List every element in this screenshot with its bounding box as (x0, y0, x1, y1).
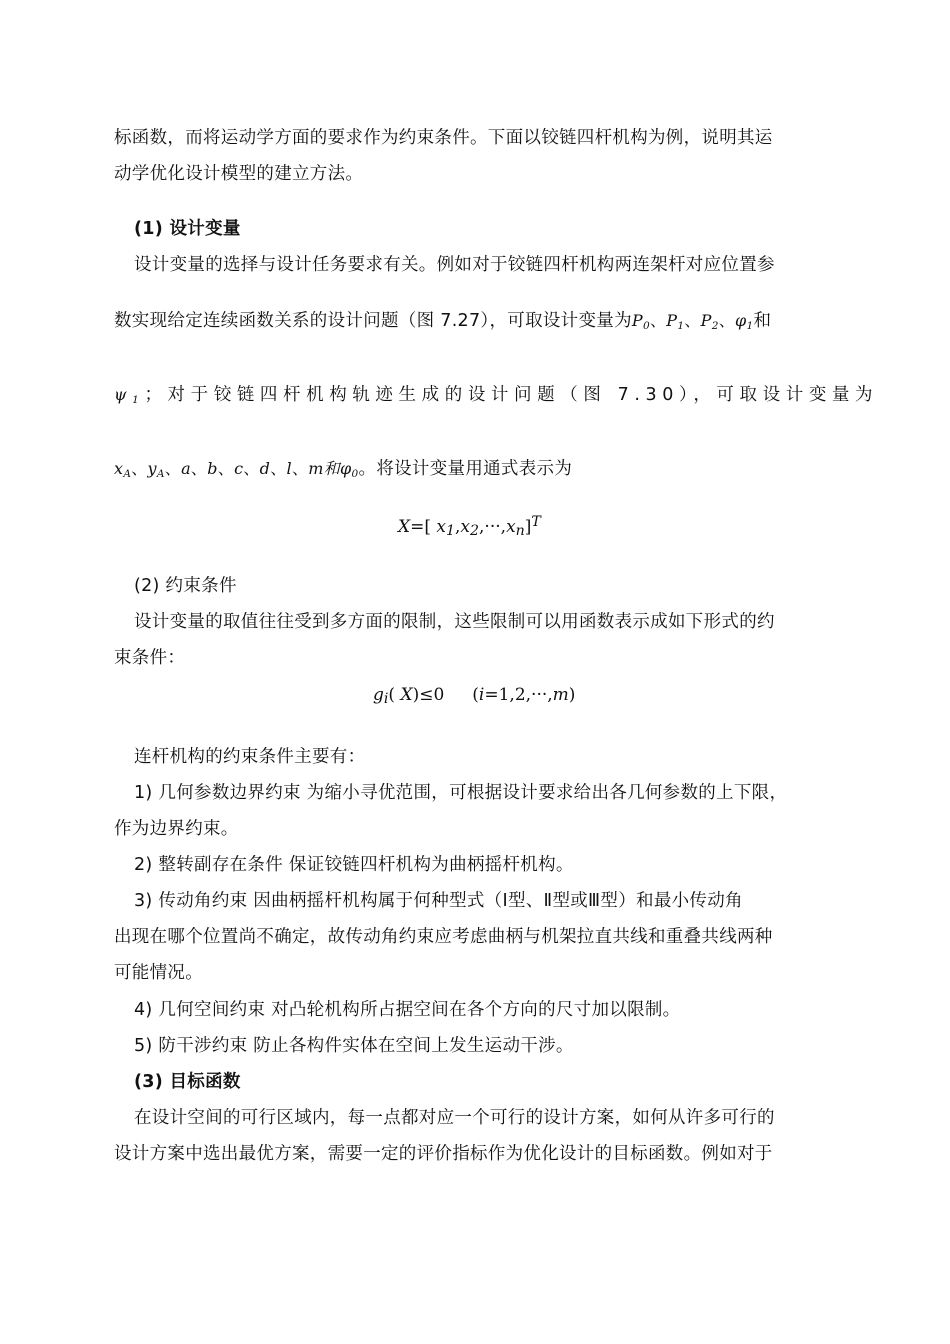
text-line: 设计变量的取值往往受到多方面的限制，这些限制可以用函数表示成如下形式的约 (134, 612, 775, 632)
list-item: 1) 几何参数边界约束 为缩小寻优范围，可根据设计要求给出各几何参数的上下限， (134, 783, 788, 803)
list-item: 3) 传动角约束 因曲柄摇杆机构属于何种型式（Ⅰ型、Ⅱ型或Ⅲ型）和最小传动角 (134, 891, 743, 911)
section-title: (1) 设计变量 (134, 219, 241, 239)
math-variable: $\psi_1$ (114, 385, 145, 406)
math-variables: $P_0$、$P_1$、$P_2$、$\varphi_1$ (631, 311, 754, 332)
text-line: 设计变量的选择与设计任务要求有关。例如对于铰链四杆机构两连架杆对应位置参 (134, 255, 775, 275)
equation-design-vector: X=[ $x_1,x_2,\cdot\cdot\cdot,x_n]^T$ (398, 514, 541, 539)
list-item: 4) 几何空间约束 对凸轮机构所占据空间在各个方向的尺寸加以限制。 (134, 1000, 681, 1020)
list-item-continuation: 可能情况。 (114, 963, 203, 983)
text-fragment: ；对于铰链四杆机构轨迹生成的设计问题（图 7.30），可取设计变量为 (144, 385, 879, 405)
list-item: 5) 防干涉约束 防止各构件实体在空间上发生运动干涉。 (134, 1036, 574, 1056)
list-item-continuation: 出现在哪个位置尚不确定，故传动角约束应考虑曲柄与机架拉直共线和重叠共线两种 (114, 927, 773, 947)
equation-constraint: $g_i$( X)≤0 (i=1,2,···,m) (373, 685, 576, 707)
text-line: 数实现给定连续函数关系的设计问题（图 7.27），可取设计变量为$P_0$、$P_1$、$P_2$、$\varphi_1$和 (114, 311, 772, 332)
text-line: 在设计空间的可行区域内，每一点都对应一个可行的设计方案，如何从许多可行的 (134, 1108, 775, 1128)
text-line: 束条件： (114, 648, 186, 668)
math-variables: $x_A$、$y_A$、a、b、c、d、l、m和$\varphi_0$ (114, 459, 359, 480)
text-line (114, 383, 878, 412)
text-line (114, 457, 572, 486)
text-fragment: 数实现给定连续函数关系的设计问题（图 7.27），可取设计变量为 (114, 311, 632, 331)
text-fragment: 。将设计变量用通式表示为 (358, 459, 573, 479)
text-line: 设计方案中选出最优方案，需要一定的评价指标作为优化设计的目标函数。例如对于 (114, 1144, 773, 1164)
text-line: 动学优化设计模型的建立方法。 (114, 164, 364, 184)
text-line: 标函数，而将运动学方面的要求作为约束条件。下面以铰链四杆机构为例，说明其运 (114, 128, 773, 148)
section-title: (3) 目标函数 (134, 1072, 241, 1092)
section-title: (2) 约束条件 (134, 576, 237, 596)
list-item-continuation: 作为边界约束。 (114, 819, 239, 839)
text-line: 连杆机构的约束条件主要有： (134, 747, 366, 767)
list-item: 2) 整转副存在条件 保证铰链四杆机构为曲柄摇杆机构。 (134, 855, 574, 875)
